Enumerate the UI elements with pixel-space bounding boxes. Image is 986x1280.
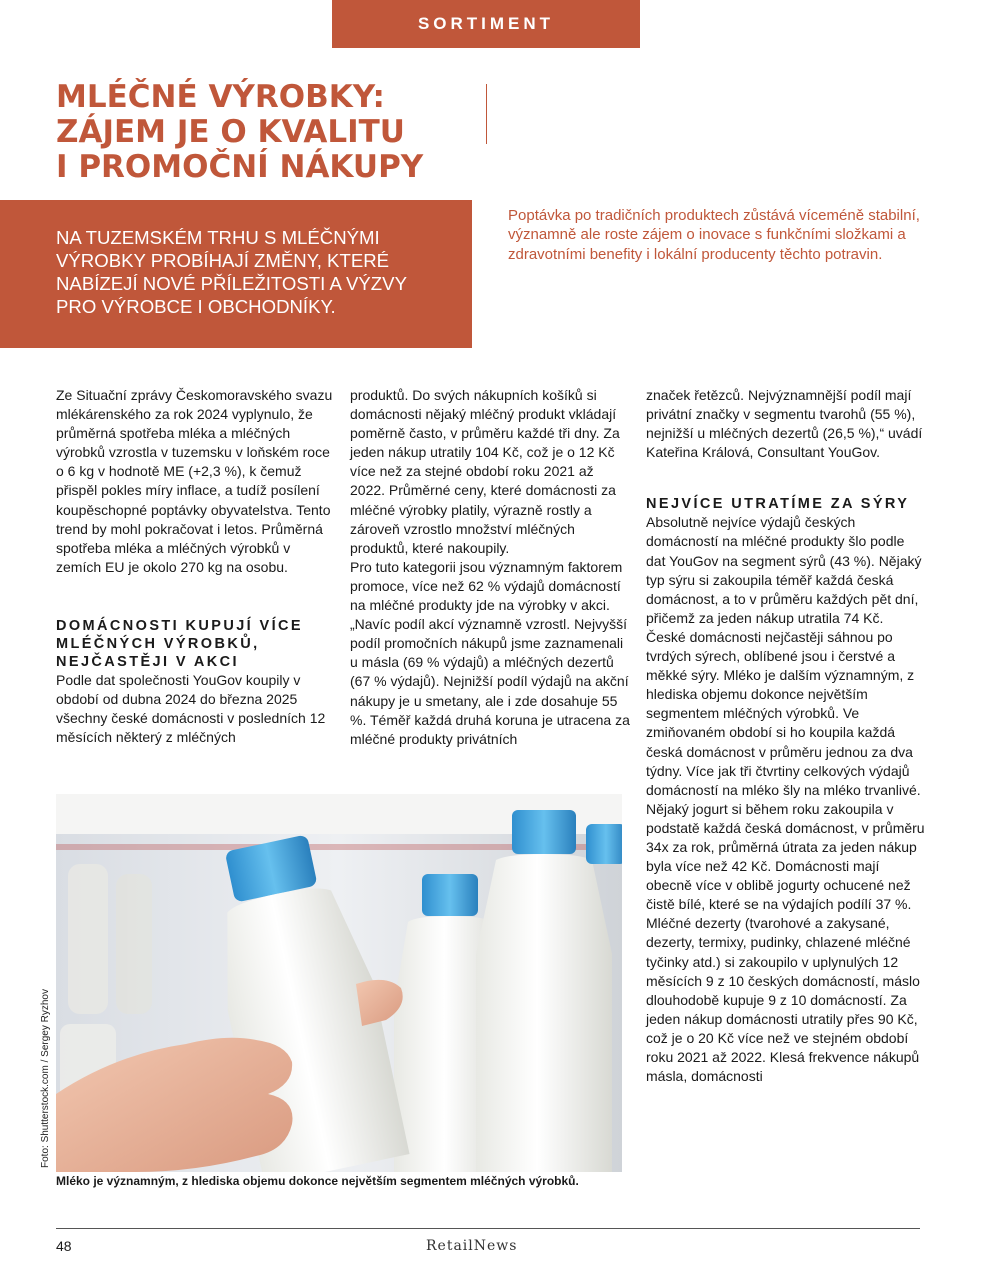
column3-paragraph-3: Nějaký jogurt si během roku zakoupila v podstatě každá česká domácnost, v průměru 34x za rok, průměrná útrata za jeden nákup byla více než 42 Kč. Domácnosti mají obecně více v oblibě jogurty ochucené než čistě bílé, které se na výdajích podílí 37 %. Mléčné dezerty (tvarohové a zakysané, dezerty, termixy, pudinky, chlazené mléčné tyčinky atd.) si zakoupilo v uplynulých 12 měsících 9 z 10 českých domácností, máslo dlouhodobě kupuje 9 z 10 domácností. Za jeden nákup domácnosti utratily přes 90 Kč, což je o 20 Kč více než ve stejném období roku 2021 až 2022. Klesá frekvence nákupů másla, domácnosti: [646, 800, 925, 1085]
column1-paragraph-2: Podle dat společnosti YouGov koupily v období od dubna 2024 do března 2025 všechny české domácnosti v posledních 12 měsících některý z mléčných: [56, 671, 326, 746]
title-line-2: ZÁJEM JE O KVALITU: [56, 114, 405, 150]
section-label: SORTIMENT: [417, 14, 555, 33]
column3-subhead: NEJVÍCE UTRATÍME ZA SÝRY: [646, 496, 910, 513]
column2-paragraph-2: Pro tuto kategorii jsou významným faktorem promoce, více než 62 % výdajů domácností na mléčné produkty jde na výrobky v akci. „Navíc podíl akcí významně vzrostl. Nejvyšší podíl promočních nákupů jsme zaznamenali u másla (69 % výdajů) a mléčných dezertů (67 % výdajů). Nejnižší podíl výdajů na akční nákupy je u smetany, ale i zde dosahuje 55 %. Téměř každá druhá koruna je utracena za mléčné produkty privátních: [350, 558, 630, 747]
column1-subhead: DOMÁCNOSTI KUPUJÍ VÍCE MLÉČNÝCH VÝROBKŮ, NEJČASTĚJI V AKCI: [56, 617, 303, 670]
page-number: 48: [56, 1238, 72, 1254]
article-column-1: [56, 386, 336, 747]
title-line-3: I PROMOČNÍ NÁKUPY: [56, 149, 424, 185]
column3-paragraph-1: značek řetězců. Nejvýznamnější podíl mají privátní značky v segmentu tvarohů (55 %), nejnižší u mléčných dezertů (26,5 %),“ uvádí Kateřina Králová, Consultant YouGov.: [646, 387, 923, 461]
article-title: [56, 80, 476, 185]
milk-bottle-photo: [56, 794, 622, 1172]
article-column-2: [350, 386, 630, 749]
magazine-brand: RetailNews: [426, 1238, 518, 1254]
photo-caption: Mléko je významným, z hlediska objemu dokonce největším segmentem mléčných výrobků.: [56, 1174, 579, 1188]
article-column-3: [646, 386, 926, 1086]
lead-box: [0, 200, 472, 348]
title-divider: [486, 84, 487, 144]
section-tab: [332, 0, 640, 48]
photo-credit: Foto: Shutterstock.com / Sergey Ryzhov: [40, 989, 51, 1168]
perex: Poptávka po tradičních produktech zůstává víceméně stabilní, významně ale roste zájem o inovace s funkčními složkami a zdravotními benefity i lokální producenty těchto potravin.: [508, 207, 920, 263]
column2-paragraph-1: produktů. Do svých nákupních košíků si domácnosti nějaký mléčný produkt vkládají poměrně často, v průměru každé tři dny. Za jeden nákup utratily 104 Kč, což je o 12 Kč více než za stejné období roku 2021 až 2022. Průměrné ceny, které domácnosti za mléčné výrobky platily, výrazně rostly a zároveň vzrostlo množství mléčných produktů, které nakoupily.: [350, 387, 620, 556]
title-line-1: MLÉČNÉ VÝROBKY:: [56, 79, 385, 115]
column1-paragraph-1: Ze Situační zprávy Českomoravského svazu mlékárenského za rok 2024 vyplynulo, že průměrná spotřeba mléka a mléčných výrobků vzrostla v tuzemsku v loňském roce o 6 kg v hodnotě ME (+2,3 %), k čemuž přispěl pokles míry inflace, a tudíž posílení koupěschopné poptávky obyvatelstva. Tento trend by mohl pokračovat i letos. Průměrná spotřeba mléka a mléčných výrobků v zemích EU je okolo 270 kg na osobu.: [56, 387, 333, 575]
lead-text: NA TUZEMSKÉM TRHU S MLÉČNÝMI VÝROBKY PROBÍHAJÍ ZMĚNY, KTERÉ NABÍZEJÍ NOVÉ PŘÍLEŽITOSTI A VÝZVY PRO VÝROBCE I OBCHODNÍKY.: [56, 227, 407, 317]
footer-divider: [56, 1228, 920, 1229]
column3-paragraph-2: Absolutně nejvíce výdajů českých domácností na mléčné produkty šlo podle dat YouGov na segment sýrů (43 %). Nějaký typ sýru si zakoupila téměř každá česká domácnost, a to v průměru každých pět dní, přičemž za jeden nákup utratila 74 Kč. České domácnosti nejčastěji sáhnou po tvrdých sýrech, oblíbené jsou i čerstvé a měkké sýry. Mléko je dalším významným, z hlediska objemu dokonce největším segmentem mléčných výrobků. Ve zmiňovaném období si ho koupila každá česká domácnost v průměru jednou za dva týdny. Více jak tři čtvrtiny celkových výdajů domácností na mléko šly na mléko trvanlivé.: [646, 514, 922, 798]
